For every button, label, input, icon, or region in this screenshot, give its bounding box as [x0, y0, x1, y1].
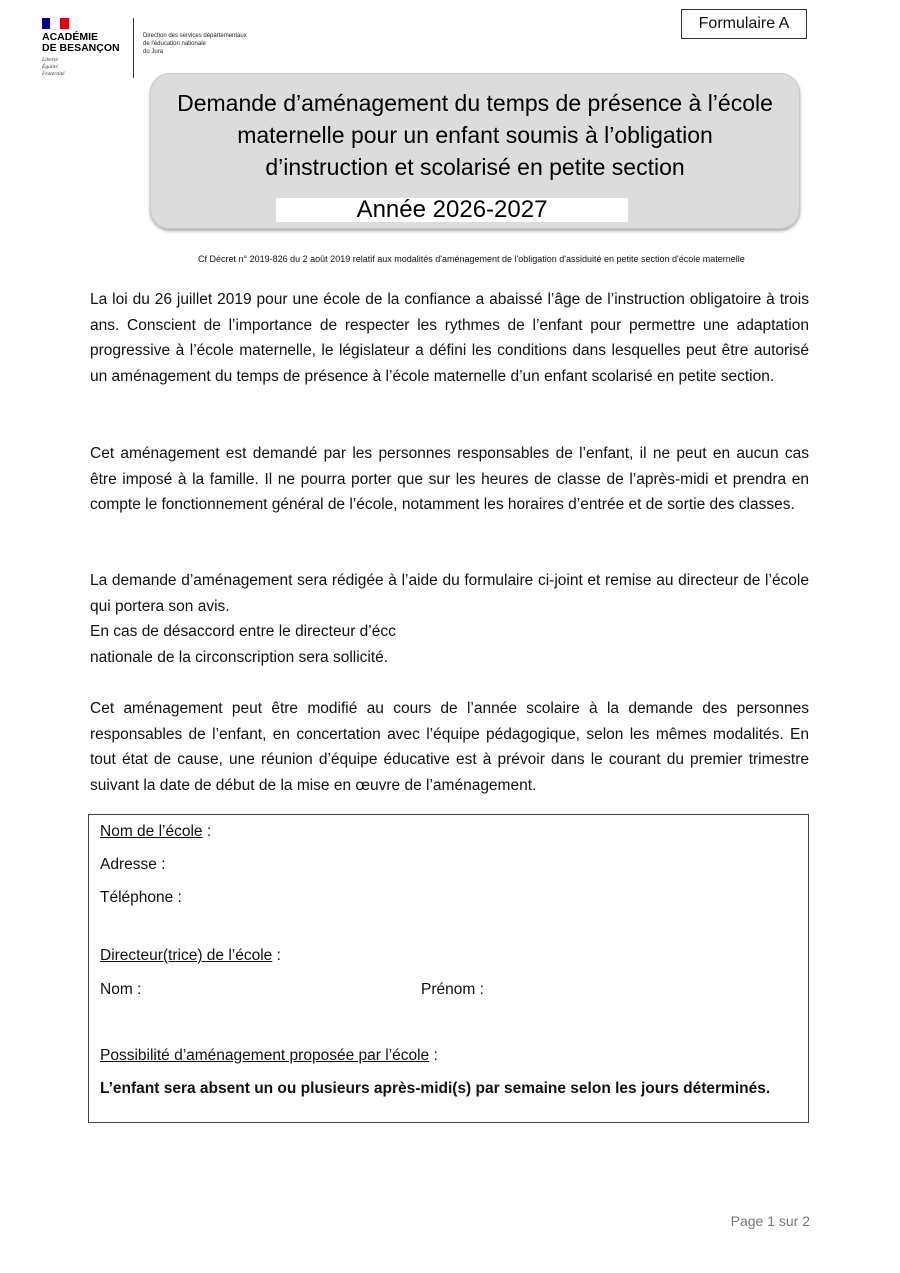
direction-name: Direction des services départementaux de l'éducation nationale du Jura: [143, 33, 247, 55]
arrangement-text: L’enfant sera absent un ou plusieurs après-midi(s) par semaine selon les jours déterminés.: [100, 1080, 771, 1097]
director-heading: Directeur(trice) de l’école :: [100, 947, 281, 964]
logo-divider: [133, 18, 134, 78]
academy-name: ACADÉMIE DE BESANÇON: [42, 31, 120, 54]
paragraph-law: La loi du 26 juillet 2019 pour une école de la confiance a abaissé l’âge de l’instruction obligatoire à trois ans. Conscient de l’importance de respecter les rythmes de l’enfant pour permettre une adaptation progressive à l’école maternelle, le législateur a défini les conditions dans lesquelles peut être autorisé un aménagement du temps de présence à l’école maternelle d’un enfant scolarisé en petite section.: [90, 291, 809, 385]
director-firstname-field: Prénom :: [421, 981, 484, 998]
title-box: [150, 73, 800, 229]
address-field: Adresse :: [100, 856, 166, 873]
page-title: Demande d’aménagement du temps de présence à l’école maternelle pour un enfant soumis à l’obligation d’instruction et scolarisé en petite section: [177, 90, 773, 180]
director-lastname-field: Nom :: [100, 981, 142, 998]
page-number: Page 1 sur 2: [730, 1213, 810, 1229]
paragraph-request: Cet aménagement est demandé par les personnes responsables de l’enfant, il ne peut en aucun cas être imposé à la famille. Il ne pourra porter que sur les heures de classe de l’après-midi et prendra en compte le fonctionnement général de l’école, notamment les horaires d’entrée et de sortie des classes.: [90, 445, 809, 514]
french-flag-icon: [42, 18, 70, 29]
school-name-field: Nom de l’école :: [100, 823, 212, 840]
school-year: Année 2026-2027: [276, 198, 628, 222]
paragraph-procedure: La demande d’aménagement sera rédigée à l’aide du formulaire ci-joint et remise au directeur de l’école qui portera son avis. En cas de désaccord entre le directeur d’écc nationale de la circonscription sera sollicité.: [90, 572, 809, 666]
phone-field: Téléphone :: [100, 889, 182, 906]
school-info-box: [88, 814, 809, 1123]
form-label: Formulaire A: [681, 9, 807, 39]
arrangement-heading: Possibilité d’aménagement proposée par l’école :: [100, 1047, 438, 1064]
republic-motto: Liberté Égalité Fraternité: [42, 57, 65, 77]
paragraph-modification: Cet aménagement peut être modifié au cours de l’année scolaire à la demande des personnes responsables de l’enfant, en concertation avec l’équipe pédagogique, selon les mêmes modalités. En tout état de cause, une réunion d’équipe éducative est à prévoir dans le courant du premier trimestre suivant la date de début de la mise en œuvre de l’aménagement.: [90, 700, 809, 794]
decree-reference: Cf Décret n° 2019-826 du 2 août 2019 relatif aux modalités d'aménagement de l'obligation d'assiduité en petite section d'école maternelle: [198, 254, 745, 264]
